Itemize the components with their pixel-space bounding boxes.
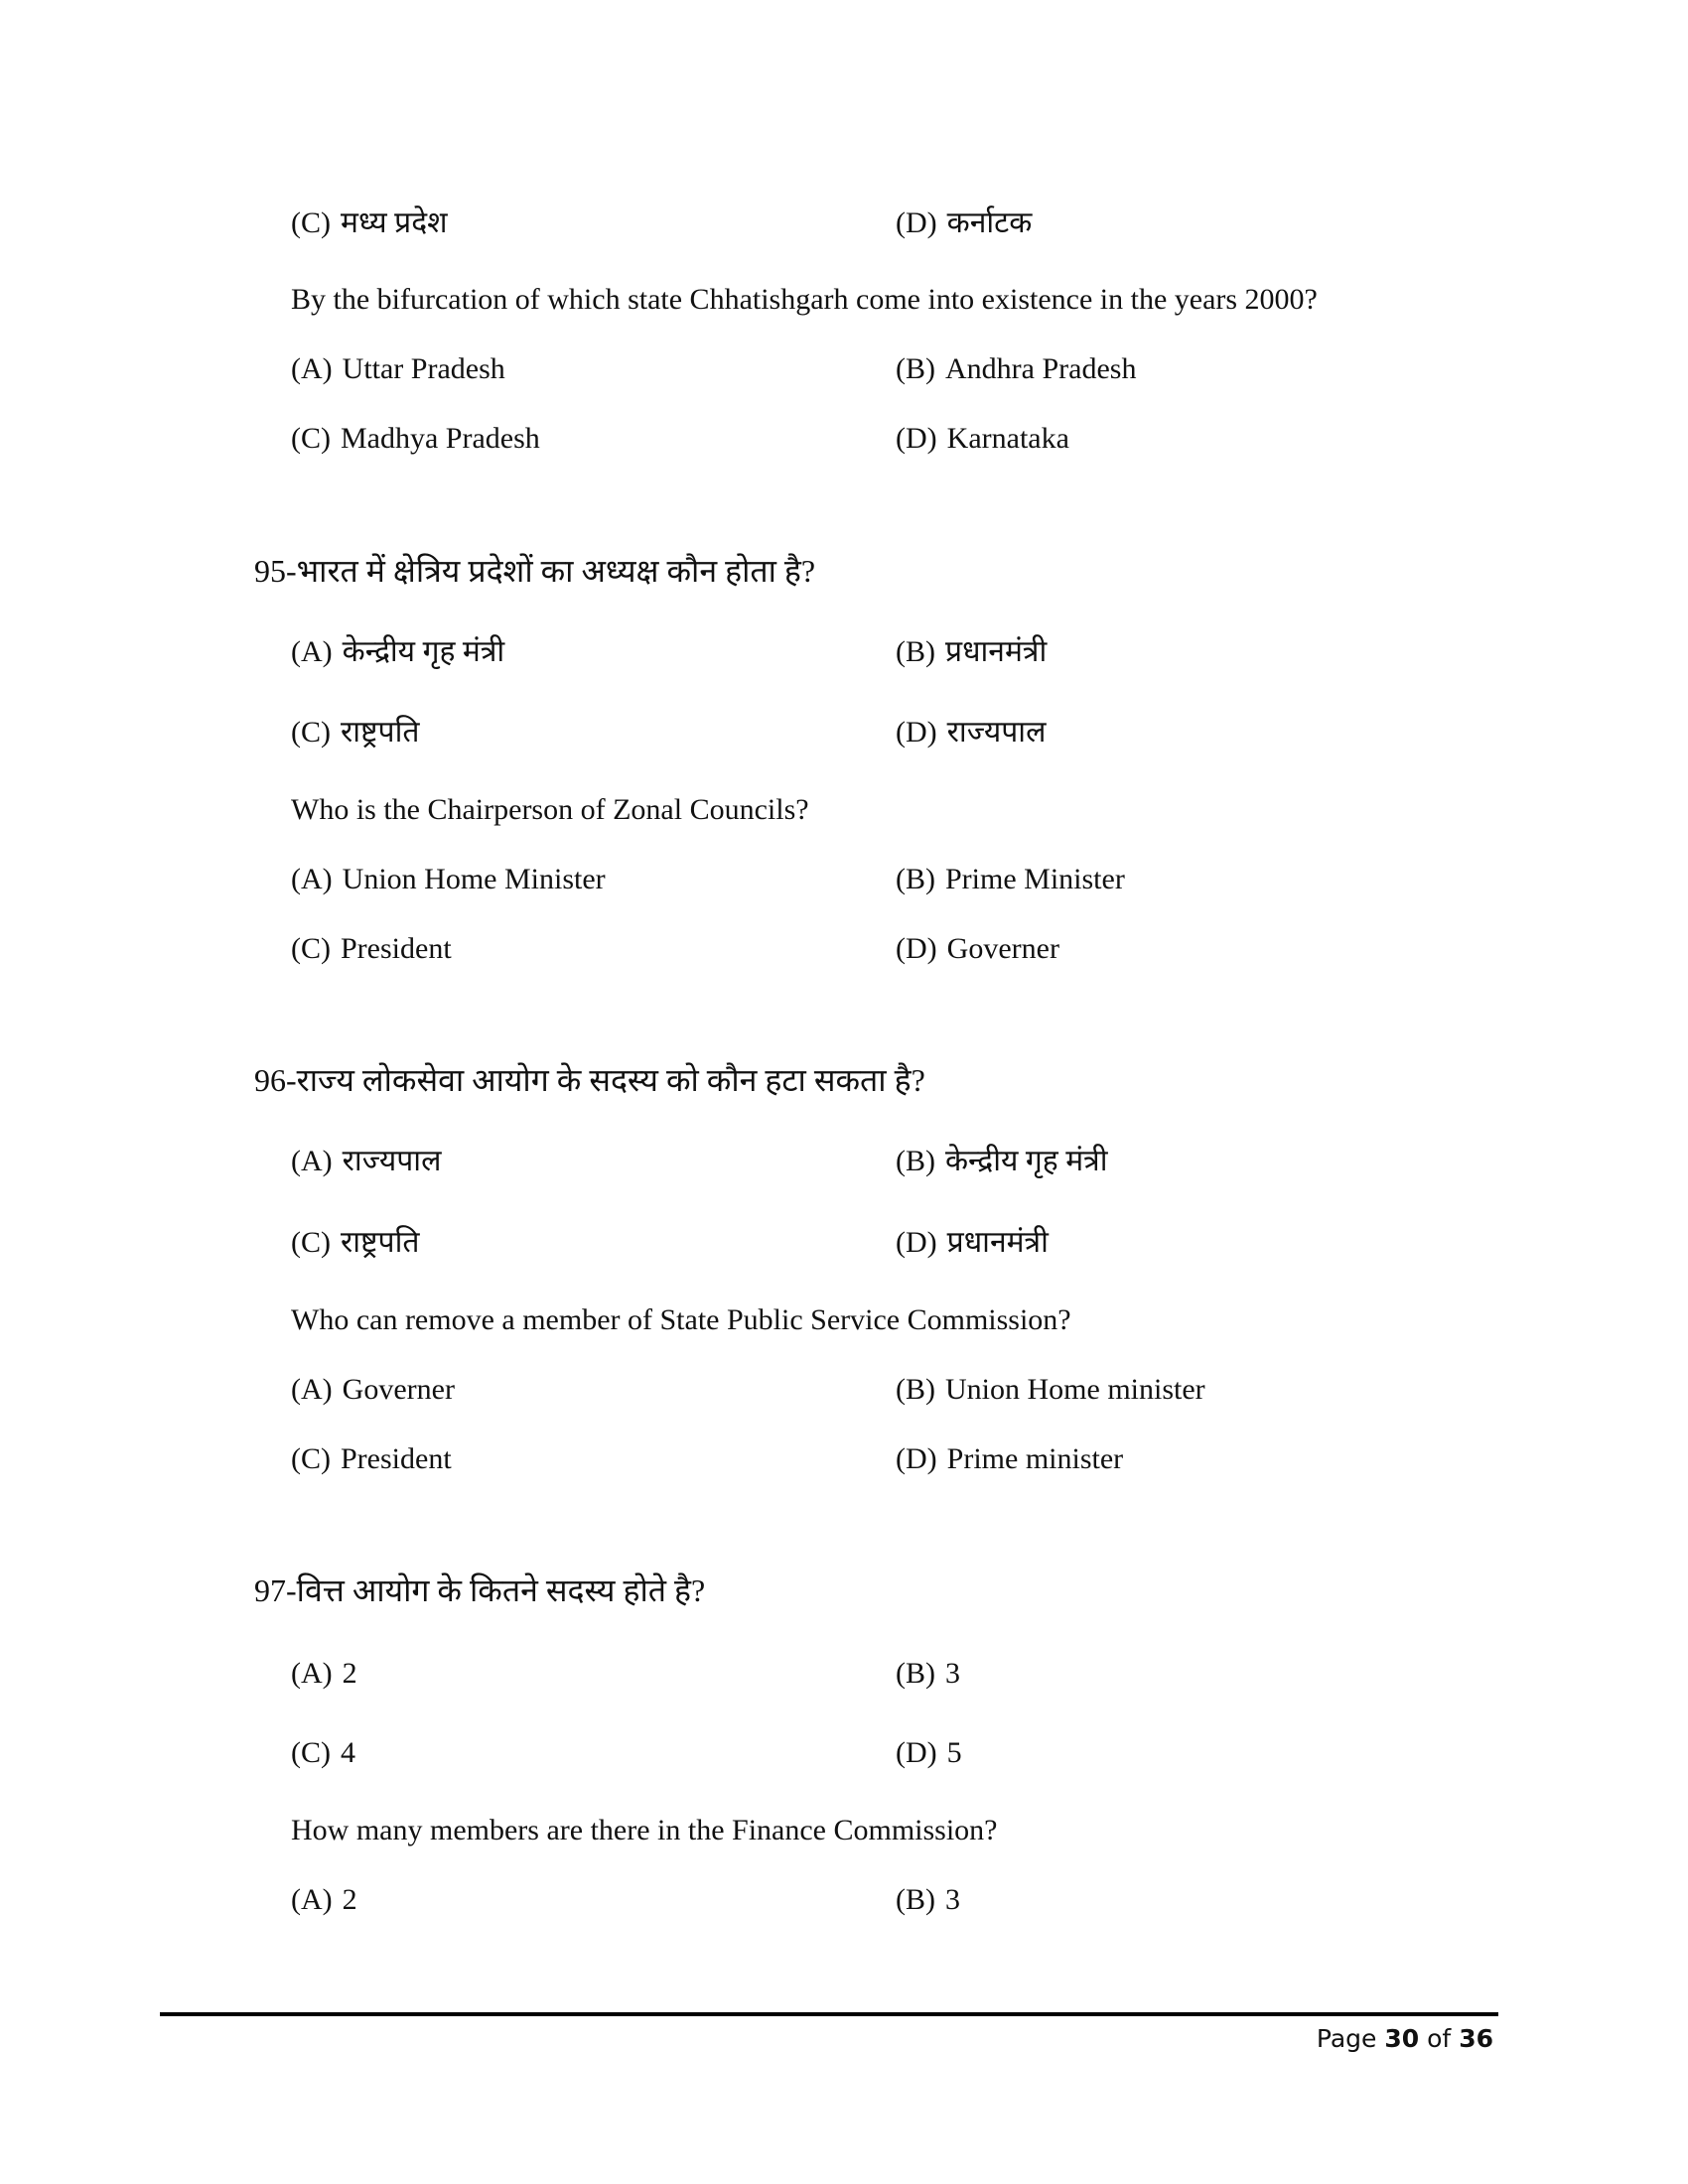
- question-hindi: 97-वित्त आयोग के कितने सदस्य होते है?: [254, 1572, 706, 1608]
- option-label: (D): [896, 716, 937, 749]
- option-label: (B): [896, 863, 935, 895]
- option-text: 3: [945, 1883, 960, 1916]
- option-label: (A): [291, 863, 333, 895]
- option-label: (D): [896, 932, 937, 965]
- answer-option: [291, 1223, 419, 1263]
- option-text: 2: [342, 1657, 357, 1690]
- question-english: Who is the Chairperson of Zonal Councils?: [291, 793, 809, 826]
- option-label: (B): [896, 1145, 935, 1177]
- option-text: 4: [341, 1736, 355, 1769]
- answer-option: [291, 1733, 355, 1773]
- option-label: (C): [291, 1226, 331, 1259]
- option-text: 3: [945, 1657, 960, 1690]
- answer-option: [896, 204, 1032, 243]
- option-label: (D): [896, 206, 937, 239]
- question-hindi: 95-भारत में क्षेत्रिय प्रदेशों का अध्यक्ष कौन होता है?: [254, 553, 816, 589]
- option-label: (D): [896, 422, 937, 455]
- option-text: Madhya Pradesh: [341, 422, 540, 455]
- page-prefix: Page: [1316, 2024, 1377, 2053]
- option-text: Governer: [342, 1373, 455, 1406]
- option-text: Prime minister: [946, 1442, 1124, 1475]
- option-text: 2: [342, 1883, 357, 1916]
- footer-divider: [160, 2012, 1498, 2016]
- option-text: Prime Minister: [945, 863, 1125, 895]
- option-text: 5: [946, 1736, 962, 1769]
- option-label: (A): [291, 352, 333, 385]
- option-label: (C): [291, 716, 331, 749]
- option-text: राष्ट्रपति: [341, 716, 420, 749]
- option-label: (A): [291, 1145, 333, 1177]
- answer-option: [291, 419, 540, 459]
- answer-option: [896, 632, 1047, 672]
- option-label: (C): [291, 1442, 331, 1475]
- question-english: How many members are there in the Finance Commission?: [291, 1814, 998, 1846]
- answer-option: [896, 860, 1125, 899]
- option-label: (B): [896, 635, 935, 668]
- option-text: प्रधानमंत्री: [946, 1226, 1049, 1259]
- option-text: मध्य प्रदेश: [341, 206, 448, 239]
- option-label: (A): [291, 1657, 333, 1690]
- option-text: Karnataka: [946, 422, 1069, 455]
- question-hindi: 96-राज्य लोकसेवा आयोग के सदस्य को कौन हटा सकता है?: [254, 1062, 925, 1098]
- option-label: (B): [896, 1373, 935, 1406]
- answer-option: [291, 713, 419, 752]
- current-page: 30: [1384, 2024, 1420, 2053]
- option-label: (D): [896, 1736, 937, 1769]
- option-label: (B): [896, 352, 935, 385]
- option-label: (A): [291, 1373, 333, 1406]
- option-text: Governer: [946, 932, 1059, 965]
- page-number: [1317, 2021, 1493, 2057]
- option-text: Andhra Pradesh: [945, 352, 1137, 385]
- option-text: कर्नाटक: [946, 206, 1033, 239]
- option-text: Union Home Minister: [342, 863, 606, 895]
- option-text: प्रधानमंत्री: [945, 635, 1048, 668]
- option-text: President: [341, 932, 452, 965]
- answer-option: [291, 1370, 455, 1410]
- answer-option: [896, 1223, 1049, 1263]
- option-text: केन्द्रीय गृह मंत्री: [342, 635, 505, 668]
- option-text: Union Home minister: [945, 1373, 1205, 1406]
- answer-option: [291, 204, 448, 243]
- answer-option: [291, 860, 606, 899]
- page-of: of: [1427, 2024, 1452, 2053]
- answer-option: [896, 1370, 1205, 1410]
- option-label: (C): [291, 206, 331, 239]
- answer-option: [896, 713, 1046, 752]
- answer-option: [896, 1880, 960, 1920]
- answer-option: [896, 349, 1136, 389]
- answer-option: [896, 1733, 962, 1773]
- answer-option: [896, 1142, 1108, 1181]
- option-label: (B): [896, 1883, 935, 1916]
- answer-option: [291, 929, 452, 969]
- option-label: (C): [291, 1736, 331, 1769]
- answer-option: [896, 1439, 1123, 1479]
- answer-option: [291, 1439, 452, 1479]
- answer-option: [291, 632, 504, 672]
- answer-option: [896, 929, 1059, 969]
- option-label: (A): [291, 1883, 333, 1916]
- option-label: (D): [896, 1226, 937, 1259]
- answer-option: [291, 349, 505, 389]
- option-label: (A): [291, 635, 333, 668]
- option-text: President: [341, 1442, 452, 1475]
- option-text: राष्ट्रपति: [341, 1226, 420, 1259]
- option-text: केन्द्रीय गृह मंत्री: [945, 1145, 1108, 1177]
- total-pages: 36: [1459, 2024, 1493, 2053]
- option-label: (D): [896, 1442, 937, 1475]
- answer-option: [291, 1142, 441, 1181]
- option-label: (C): [291, 422, 331, 455]
- option-text: राज्यपाल: [342, 1145, 442, 1177]
- option-text: Uttar Pradesh: [342, 352, 505, 385]
- question-english: Who can remove a member of State Public Service Commission?: [291, 1303, 1071, 1336]
- question-english: By the bifurcation of which state Chhatishgarh come into existence in the years 2000?: [291, 283, 1318, 316]
- answer-option: [896, 419, 1069, 459]
- option-label: (B): [896, 1657, 935, 1690]
- answer-option: [896, 1654, 960, 1694]
- option-label: (C): [291, 932, 331, 965]
- answer-option: [291, 1880, 357, 1920]
- answer-option: [291, 1654, 357, 1694]
- option-text: राज्यपाल: [946, 716, 1047, 749]
